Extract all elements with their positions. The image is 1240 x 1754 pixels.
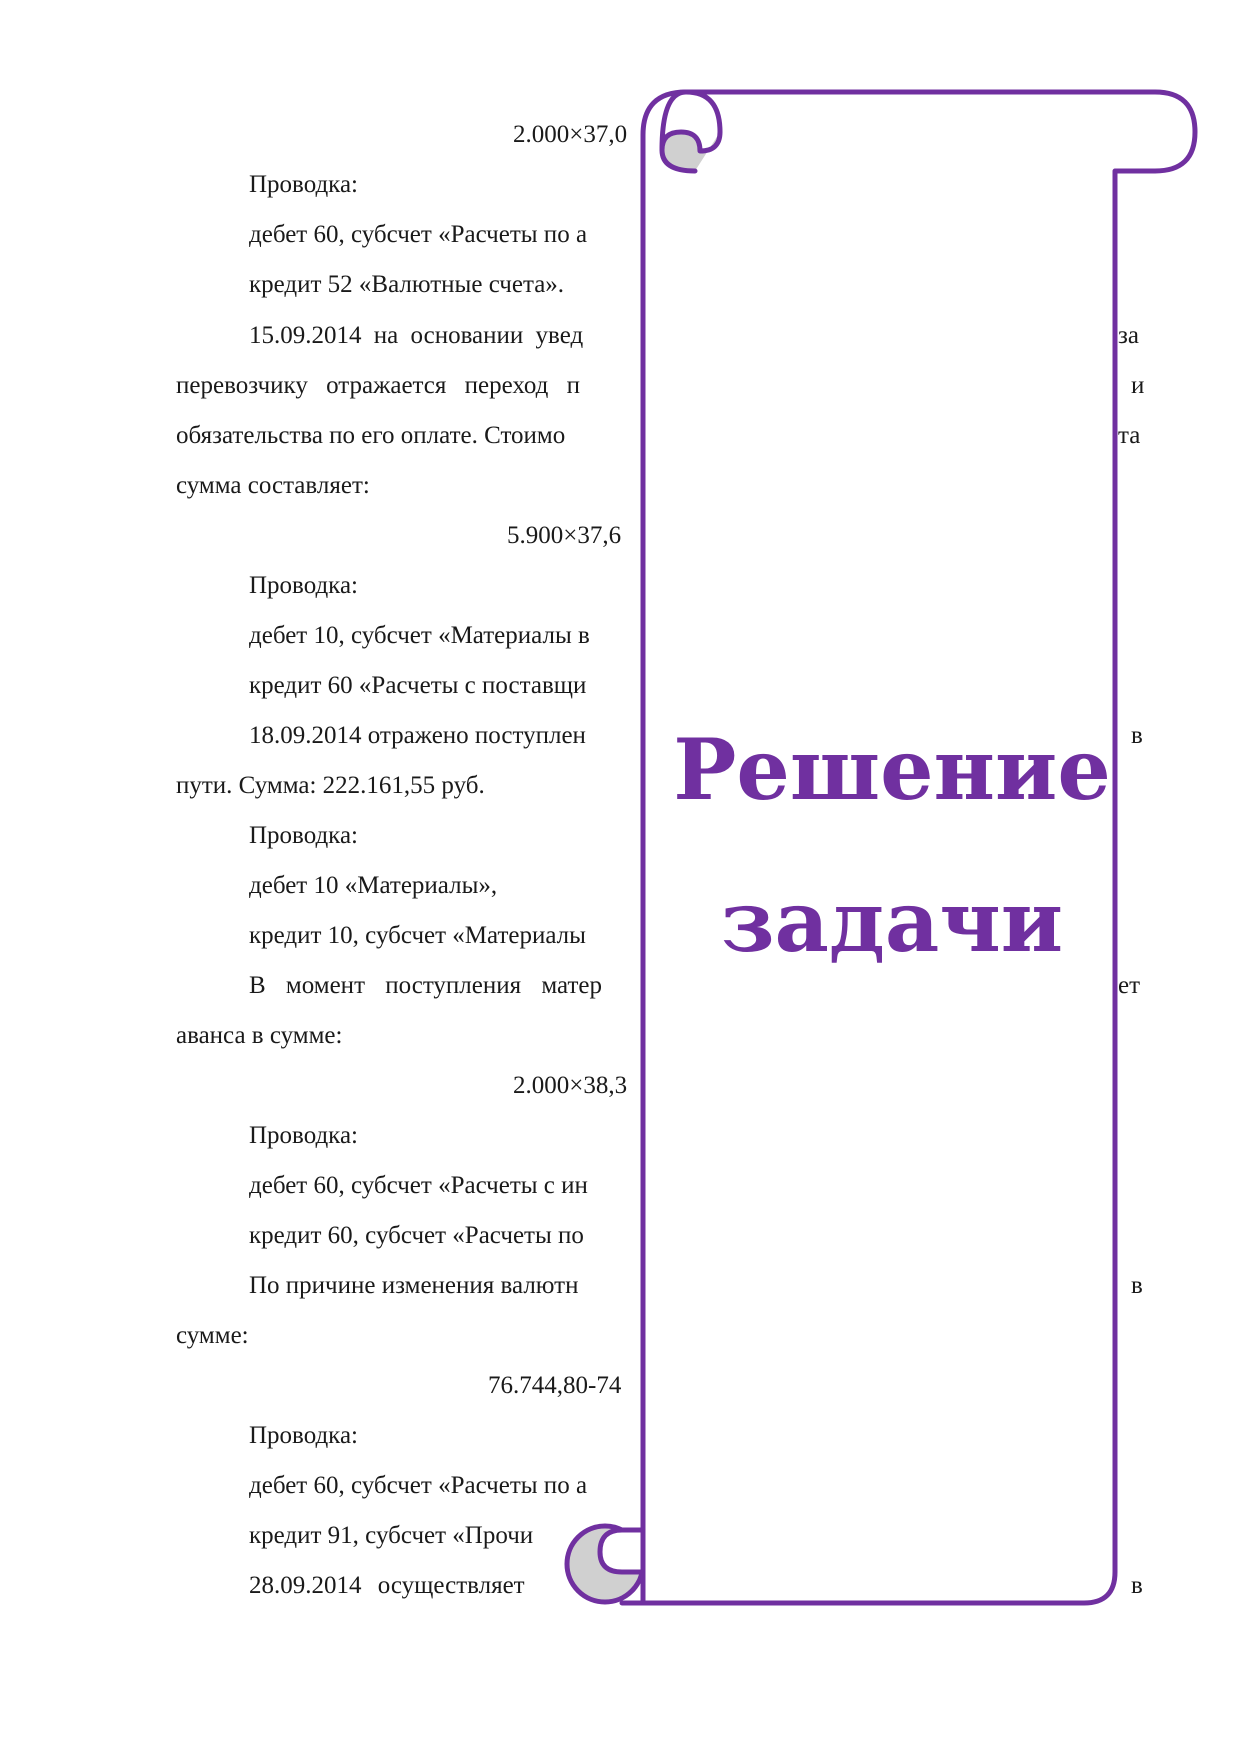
text-line: 2.000×37,0 — [513, 121, 628, 148]
text-line: 2.000×38,3 — [513, 1072, 628, 1099]
text-line: дебет 60, субсчет «Расчеты с ин — [249, 1172, 588, 1199]
text-line: аванса в сумме: — [176, 1022, 343, 1049]
text-line-right: и — [1131, 372, 1145, 399]
text-line: кредит 52 «Валютные счета». — [249, 271, 565, 298]
text-line: 15.09.2014 на основании увед — [249, 322, 584, 349]
text-line-right: та — [1118, 422, 1141, 449]
text-line: дебет 60, субсчет «Расчеты по а — [249, 1472, 588, 1499]
text-line: кредит 60, субсчет «Расчеты по — [249, 1222, 584, 1249]
text-line: кредит 10, субсчет «Материалы — [249, 922, 586, 949]
text-line-right: в — [1131, 1272, 1143, 1299]
text-line: Проводка: — [249, 822, 358, 849]
text-line: сумма составляет: — [176, 472, 370, 499]
banner-title-line1: Решение — [673, 720, 1111, 819]
text-line: сумме: — [176, 1322, 249, 1349]
text-line: 28.09.2014 осуществляет — [249, 1572, 525, 1599]
scroll-body — [622, 92, 1195, 1603]
text-line: пути. Сумма: 222.161,55 руб. — [176, 772, 485, 799]
banner-title-line2: задачи — [720, 872, 1064, 971]
text-line: Проводка: — [249, 171, 358, 198]
text-line: обязательства по его оплате. Стоимо — [176, 422, 566, 449]
text-line: Проводка: — [249, 572, 358, 599]
scroll-shape — [567, 92, 1195, 1603]
text-line: перевозчику отражается переход п — [176, 372, 581, 399]
text-line-right: в — [1131, 1572, 1143, 1599]
text-line: кредит 60 «Расчеты с поставщи — [249, 672, 587, 699]
text-line: 76.744,80-74 — [488, 1372, 622, 1399]
text-line: дебет 10 «Материалы», — [249, 872, 498, 899]
text-line: 18.09.2014 отражено поступлен — [249, 722, 586, 749]
text-line: кредит 91, субсчет «Прочи — [249, 1522, 534, 1549]
text-line: В момент поступления матер — [249, 972, 603, 999]
text-line: Проводка: — [249, 1422, 358, 1449]
text-line-right: за — [1118, 322, 1139, 349]
text-line: Проводка: — [249, 1122, 358, 1149]
text-line: 5.900×37,6 — [507, 522, 622, 549]
text-line-right: в — [1131, 722, 1143, 749]
text-line-right: ет — [1118, 972, 1141, 999]
text-line: дебет 60, субсчет «Расчеты по а — [249, 221, 588, 248]
text-line: По причине изменения валютн — [249, 1272, 579, 1299]
text-line: дебет 10, субсчет «Материалы в — [249, 622, 590, 649]
